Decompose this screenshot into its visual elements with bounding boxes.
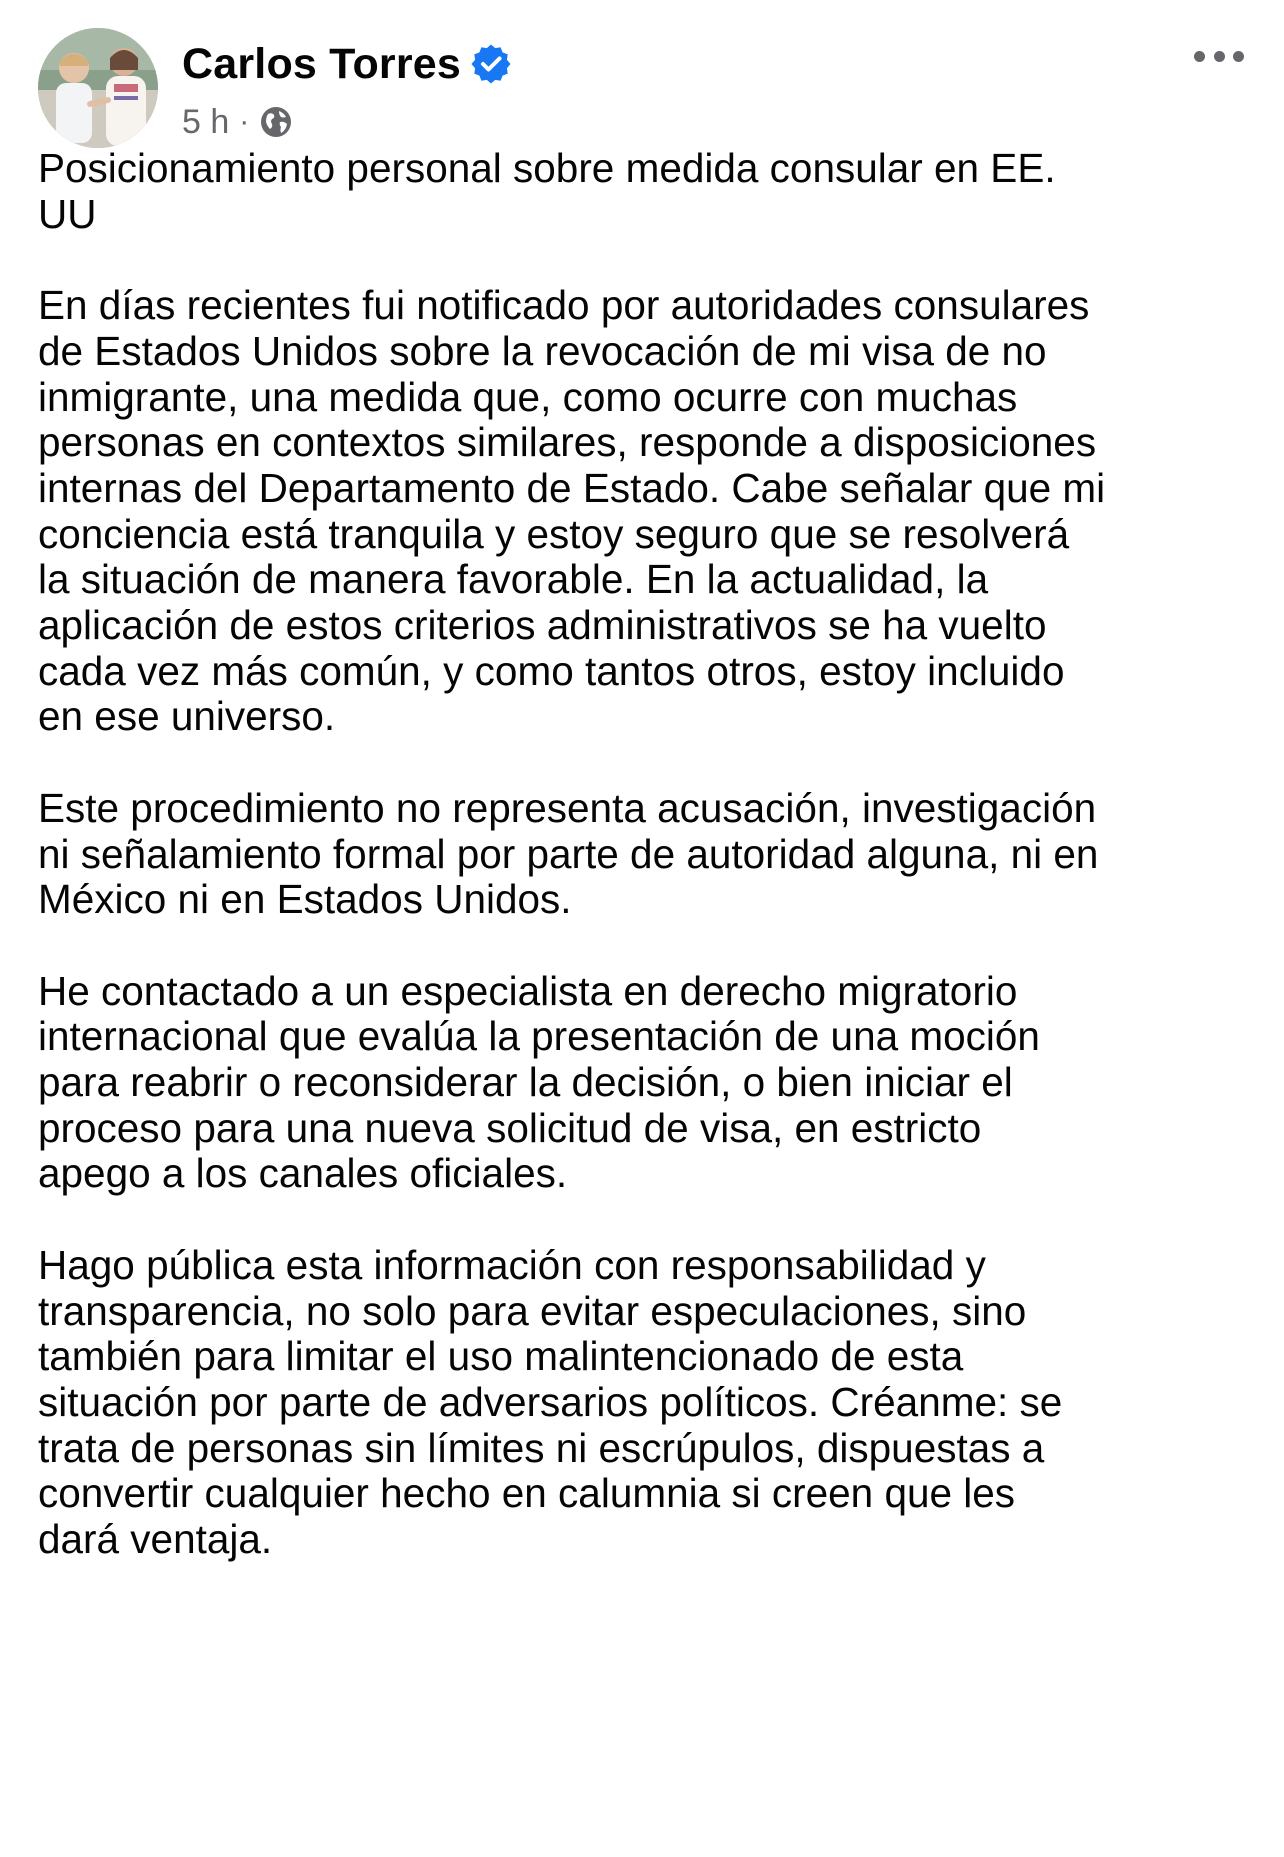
post-paragraph bbox=[38, 1243, 1268, 1563]
post-paragraph bbox=[38, 146, 1268, 237]
post-line: transparencia, no solo para evitar especulaciones, sino bbox=[38, 1287, 1027, 1334]
post-line: Hago pública esta información con responsabilidad y bbox=[38, 1241, 986, 1288]
post-line: la situación de manera favorable. En la actualidad, la bbox=[38, 556, 989, 603]
post-paragraph bbox=[38, 283, 1268, 740]
post-line: trata de personas sin límites ni escrúpulos, dispuestas a bbox=[38, 1424, 1045, 1471]
post-meta bbox=[182, 100, 511, 144]
author-block bbox=[182, 36, 511, 144]
post-line: He contactado a un especialista en derecho migratorio bbox=[38, 967, 1018, 1014]
verified-badge-icon bbox=[471, 44, 511, 84]
author-row bbox=[182, 36, 511, 92]
post-paragraph bbox=[38, 786, 1268, 923]
post-line: en ese universo. bbox=[38, 693, 336, 740]
post-line: también para limitar el uso malintencionado de esta bbox=[38, 1333, 964, 1380]
post-line: UU bbox=[38, 190, 97, 237]
post-header bbox=[38, 28, 1244, 158]
post-line: convertir cualquier hecho en calumnia si creen que les bbox=[38, 1470, 1016, 1517]
post-line: dará ventaja. bbox=[38, 1516, 273, 1563]
avatar-photo bbox=[38, 28, 158, 148]
post-line: aplicación de estos criterios administrativos se ha vuelto bbox=[38, 602, 1047, 649]
more-dot bbox=[1233, 51, 1244, 62]
author-name[interactable]: Carlos Torres bbox=[182, 40, 462, 88]
post-line: México ni en Estados Unidos. bbox=[38, 876, 572, 923]
post-line: de Estados Unidos sobre la revocación de mi visa de no bbox=[38, 327, 1047, 374]
post-line: Este procedimiento no representa acusación, investigación bbox=[38, 784, 1097, 831]
more-dot bbox=[1214, 51, 1225, 62]
post-body bbox=[38, 146, 1268, 1608]
post-line: para reabrir o reconsiderar la decisión, o bien iniciar el bbox=[38, 1059, 1013, 1106]
post-timestamp[interactable]: 5 h bbox=[182, 102, 230, 141]
meta-separator: · bbox=[239, 105, 250, 138]
more-dot bbox=[1194, 51, 1205, 62]
post-line: proceso para una nueva solicitud de visa, en estricto bbox=[38, 1104, 982, 1151]
post-line: internas del Departamento de Estado. Cabe señalar que mi bbox=[38, 464, 1106, 511]
post-line: personas en contextos similares, responde a disposiciones bbox=[38, 419, 1097, 466]
post-line: inmigrante, una medida que, como ocurre con muchas bbox=[38, 373, 1018, 420]
post-line: ni señalamiento formal por parte de autoridad alguna, ni en bbox=[38, 830, 1099, 877]
post-line: conciencia está tranquila y estoy seguro que se resolverá bbox=[38, 510, 1070, 557]
post-line: internacional que evalúa la presentación de una moción bbox=[38, 1013, 1040, 1060]
post-line: apego a los canales oficiales. bbox=[38, 1150, 568, 1197]
post-line: situación por parte de adversarios políticos. Créanme: se bbox=[38, 1378, 1063, 1425]
post-paragraph bbox=[38, 969, 1268, 1198]
globe-icon[interactable] bbox=[259, 105, 293, 139]
post-line: cada vez más común, y como tantos otros, estoy incluido bbox=[38, 647, 1065, 694]
post-line: En días recientes fui notificado por autoridades consulares bbox=[38, 282, 1090, 329]
avatar[interactable] bbox=[38, 28, 158, 148]
more-options-icon[interactable] bbox=[1194, 46, 1244, 66]
post-line: Posicionamiento personal sobre medida consular en EE. bbox=[38, 145, 1056, 191]
